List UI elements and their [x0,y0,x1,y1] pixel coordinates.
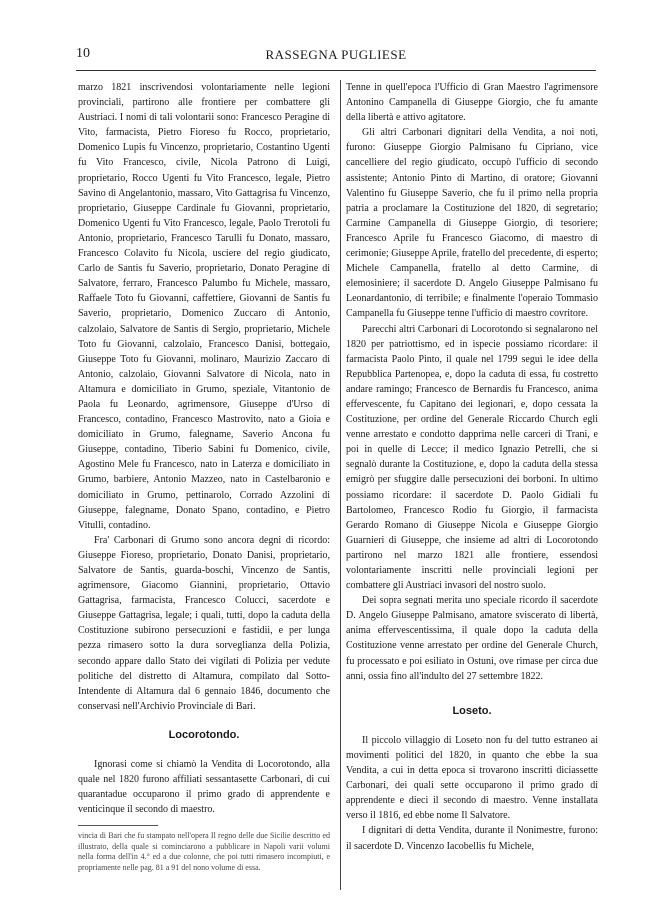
paragraph: Tenne in quell'epoca l'Ufficio di Gran Maestro l'agrimensore Antonino Campanella di Giuseppe Giorgio, che fu amante della libertà e attivo agitatore. [346,82,598,124]
paragraph: Ignorasi come si chiamò la Vendita di Locorotondo, alla quale nel 1820 furono affiliati sessantasette Carbonari, di cui quarantadue occuparono il primo grado di apprendente e venticinque il secondo di maestro. [78,759,330,816]
right-column [346,80,598,854]
header-rule [76,70,596,71]
footnote-rule [78,825,158,826]
section-heading-loseto: Loseto. [452,704,492,717]
paragraph: Parecchi altri Carbonari di Locorotondo si segnalarono nel 1820 per patriottismo, ed in ispecie possiamo ricordare: il farmacista Paolo Pinto, il quale nel 1799 seguì le idee della Repubblica Partenopea, e, dopo la caduta di essa, fu costretto andare ramingo; Francesco de Bernardis fu Francesco, anima effervescente, fu Capitano dei legionari, e, dopo cessata la Costituzione, per ordine del Generale Riccardo Church egli venne arrestato e condotto dapprima nelle carceri di Trani, e poi in quelle di Lecce; il medico Ignazio Petrelli, che si segnalò durante la Costituzione, e, dopo la caduta della stessa emigrò per sfuggire dalle persecuzioni dei borboni. In ultimo possiamo ricordare: il sacerdote D. Paolo Gidiali fu Bartolomeo, Francesco Rodio fu Giorgio, il farmacista Gerardo Romano di Giuseppe Nicola e Giuseppe Giorgio Guarnieri di Giuseppe, che insieme ad altri di Locorotondo partirono nel marzo 1821 alle frontiere, essendosi volontariamente inscritti nelle provinciali legioni per combattere gli Austriaci invasori del nostro suolo. [346,323,598,592]
page-header [76,46,596,68]
paragraph: Il piccolo villaggio di Loseto non fu del tutto estraneo ai movimenti politici del 1820, in quanto che ebbe la sua Vendita, a cui in detta epoca si trovarono inscritti diciassette Carbonari, dei quali sette occuparono il primo grado di apprendente e dieci il secondo di maestro. Venne installata verso il 1816, ed ebbe nome Il Salvatore. [346,734,598,822]
paragraph: Gli altri Carbonari dignitari della Vendita, a noi noti, furono: Giuseppe Giorgio Palmisano fu Cipriano, vice cancelliere del regio giudicato, occupò l'ufficio di secondo assistente; Antonio Pinto di Martino, di oratore; Giovanni Valentino fu Giuseppe Saverio, che fu il primo nella propria patria a proclamare la Costituzione del 1820, di segretario; Carmine Campanella di Giuseppe Giorgio, di tesoriere; Francesco Aprile fu Francesco Giacomo, di maestro di cerimonie; Giuseppe Aprile, fratello del precedente, di esperto; Michele Campanella, fratello al detto Carmine, di elemosiniere; il sacerdote D. Angelo Giuseppe Palmisano fu Leonardantonio, di terribile; e finalmente l'operaio Tommasio Campanella fu Giuseppe tenne l'ufficio di maestro covritore. [346,127,598,320]
paragraph: marzo 1821 inscrivendosi volontariamente nelle legioni provinciali, partirono alle frontiere per combattere gli Austriaci. I nomi di tali volontarii sono: Francesco Peragine di Vito, farmacista, Pietro Fioreso fu Rocco, proprietario, Domenico Lupis fu Vincenzo, proprietario, Costantino Ugenti fu Vito Francesco, civile, Nicola Patrono di Luigi, proprietario, Rocco Ugenti fu Vito Francesco, legale, Pietro Savino di Angelantonio, massaro, Vito Gattagrisa fu Vincenzo, proprietario, Giuseppe Cardinale fu Giovanni, proprietario, Domenico Ugenti fu Vito Francesco, legale, Paolo Trerotoli fu Antonio, proprietario, Francesco Tarulli fu Donato, massaro, Francesco Colavito fu Nicola, usciere del regio giudicato, Carlo de Santis fu Saverio, proprietario, Donato Peragine di Salvatore, ferraro, Francesco Palumbo fu Michele, massaro, Raffaele Toto fu Giovanni, caffettiere, Giovanni de Santis fu Saverio, proprietario, Domenico Zuccaro di Antonio, calzolaio, Salvatore de Santis di Sergio, proprietario, Michele Toto fu Giovanni, calzolaio, Francesco Danisi, bottegaio, Giuseppe Toto fu Giovanni, molinaro, Maurizio Zaccaro di Antonio, calzolaio, Giovanni Salvatore di Nicola, nato in Altamura e domiciliato in Grumo, speziale, Vitantonio de Paola fu Leonardo, agrimensore, Giuseppe d'Urso di Francesco, contadino, Francesco Mastrovito, nato a Gioia e domiciliato in Grumo, falegname, Saverio Ancona fu Giuseppe, contadino, Tiberio Sabini fu Domenico, civile, Agostino Mele fu Francesco, nato in Laterza e domiciliato in Grumo, barbiere, Antonio Mazzeo, nato in Castelbaronio e domiciliato in Grumo, pettinarolo, Corrado Azzolini di Giuseppe, falegname, Donato Spano, contadino, e Pietro Vitulli, contadino. [78,82,330,531]
page-number: 10 [76,46,90,61]
paragraph: I dignitari di detta Vendita, durante il Nonimestre, furono: il sacerdote D. Vincenzo Iacobellis fu Michele, [346,825,598,852]
left-column [78,80,330,873]
section-heading-locorotondo: Locorotondo. [168,728,240,741]
running-title: RASSEGNA PUGLIESE [265,47,407,62]
paragraph: Fra' Carbonari di Grumo sono ancora degni di ricordo: Giuseppe Fioreso, proprietario, Donato Danisi, proprietario, Salvatore de Santis, guarda-boschi, Vincenzo de Santis, agrimensore, Giacomo Giannini, proprietario, Ottavio Gattagrisa, farmacista, Francesco Colucci, sacerdote e Giuseppe Gattagrisa, legale; i quali, tutti, dopo la caduta della Costituzione subirono persecuzioni e fastidii, e per lunga pezza rimasero sotto la dura sorveglianza della Polizia, secondo appare dallo Stato dei vigilati di Polizia per vedute politiche del distretto di Altamura, compilato dal Sotto-Intendente di Altamura dal 6 gennaio 1846, documento che conservasi nell'Archivio Provinciale di Bari. [78,534,330,712]
paragraph: Dei sopra segnati merita uno speciale ricordo il sacerdote D. Angelo Giuseppe Palmisano, amatore sviscerato di libertà, anima effervescentissima, il quale dopo la caduta della Costituzione venne arrestato per ordine del Generale Church, fu processato e poi esiliato in Ostuni, ove rimase per circa due anni, ossia fino all'indulto del 27 settembre 1822. [346,595,598,682]
footnote: vincia di Bari che fu stampato nell'opera Il regno delle due Sicilie descritto ed illustrato, della quale si cominciarono a pubblicare in Napoli varii volumi nella forma dell'in 4.° ed a due colonne, che poi tutti rimasero incompiuti, e propriamente nelle pag. 81 a 91 del nono volume di essa. [78,831,330,872]
column-divider [340,80,341,890]
